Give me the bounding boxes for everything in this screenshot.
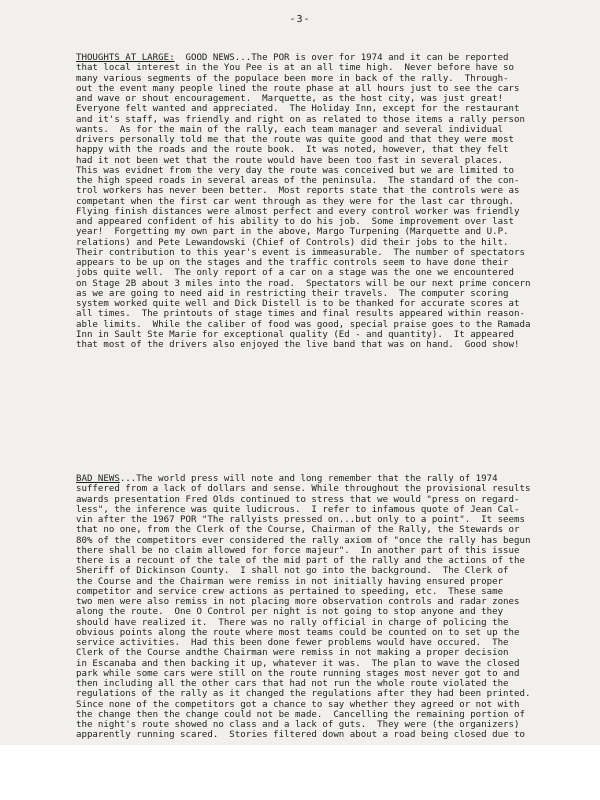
line-text: service activities. Had this been done fewer problems would have occured. The [76,638,509,648]
text-line [76,135,588,145]
line-text: jobs quite well. The only report of a car on a stage was the one we encountered [76,268,514,279]
text-line [76,197,588,207]
text-line [76,84,588,94]
line-text: that most of the drivers also enjoyed the live band that was on hand. Good show! [76,340,520,350]
text-line [76,115,588,125]
line-text: park while some cars were still on the route running stages most never got to and [76,668,520,679]
text-line [76,546,588,556]
line-text: appears to be up on the stages and the traffic controls seem to have done their [76,258,509,268]
line-text: out the event many people lined the route phase at all hours just to see the cars [76,83,520,94]
line-text: awards presentation Fred Olds continued to stress that we would "press on regard- [76,494,520,505]
line-text: the change then the change could not be made. Cancelling the remaining portion of [76,709,525,720]
line-text: vin after the 1967 POR "The rallyists pressed on...but only to a point". It seems [76,515,525,525]
line-text: Everyone felt wanted and appreciated. The Holiday Inn, except for the restaurant [76,104,520,115]
text-line [76,268,588,278]
line-text: had it not been wet that the route would have been too fast in several places. [76,155,504,166]
text-line [76,166,588,176]
text-line [76,156,588,166]
line-text: This was evidnet from the very day the route was conceived but we are limited to [76,165,514,176]
text-line [76,659,588,669]
text-line [76,145,588,155]
text-line [76,525,588,535]
text-line [76,474,588,484]
line-text: relations) and Pete Lewandowski (Chief of Controls) did their jobs to the hilt. [76,237,509,248]
line-text: Clerk of the Course andthe Chairman were remiss in not making a proper decision [76,648,509,659]
text-line [76,669,588,679]
section-heading: THOUGHTS AT LARGE: [76,53,175,63]
text-line [76,648,588,658]
line-text: drivers personally told me that the route was quite good and that they were most [76,135,514,145]
text-line [76,628,588,638]
text-line [76,495,588,505]
text-line [76,74,588,84]
text-line [76,730,588,740]
line-text: Sheriff of Dickinson County. I shall not go into the background. The Clerk of [76,566,509,577]
line-text: able limits. While the caliber of food was good, special praise goes to the Ramada [76,319,531,330]
text-line [76,207,588,217]
line-text: ...The world press will note and long remember that the rally of 1974 [119,474,498,484]
line-text: regulations of the rally as it changed the regulations after they had been printed. [76,689,531,700]
text-line [76,63,588,73]
text-line [76,679,588,689]
text-line [76,700,588,710]
text-line [76,484,588,494]
text-line [76,587,588,597]
text-line [76,505,588,515]
line-text: and appeared confident of his ability to do his job. Some improvement over last [76,217,514,227]
text-line [76,330,588,340]
text-line [76,618,588,628]
line-text: that no one, from the Clerk of the Course, Chairman of the Rally, the Stewards or [76,525,520,536]
line-text: and wave or shout encouragement. Marquette, as the host city, was just great! [76,94,504,104]
line-text: that local interest in the You Pee is at an all time high. Never before have so [76,63,514,74]
text-line [76,720,588,730]
line-text: all times. The printouts of stage times and final results appeared within reason- [76,309,525,320]
page-number: -3- [289,14,311,25]
line-text: the high speed roads in several areas of the peninsula. The standard of the con- [76,176,520,186]
line-text: competitor and service crew actions as pertained to speeding, etc. These same [76,586,504,597]
section-heading: BAD NEWS [76,474,120,484]
text-line [76,217,588,227]
line-text: year! Forgetting my own part in the above, Margo Turpening (Marquette and U.P. [76,227,509,238]
text-line [76,566,588,576]
line-text: suffered from a lack of dollars and sense. While throughout the provisional results [76,484,531,495]
text-line [76,597,588,607]
line-text: the night's route showed no class and a lack of guts. They were (the organizers) [76,720,520,730]
line-text: 80% of the competitors ever considered the rally axiom of "once the rally has begun [76,535,531,546]
line-text: two men were also remiss in not placing more observation controls and radar zones [76,597,520,607]
line-text: obvious points along the route where most teams could be counted on to set up the [76,627,520,638]
section-bad-news [76,474,588,741]
line-text: apparently running scared. Stories filtered down about a road being closed due to [76,730,525,741]
text-line [76,94,588,104]
line-text: system worked quite well and Dick Distell is to be thanked for accurate scores at [76,299,520,309]
line-text: Inn in Sault Ste Marie for exceptional quality (Ed - and quantity). It appeared [76,329,514,340]
line-text: the Course and the Chairman were remiss in not initially having ensured proper [76,576,504,587]
text-line [76,279,588,289]
line-text: many various segments of the populace been more in back of the rally. Through- [76,73,509,84]
line-text: there is a recount of the tale of the mid part of the rally and the actions of the [76,556,525,566]
text-line [76,248,588,258]
text-line [76,340,588,350]
text-line [76,186,588,196]
text-line [76,176,588,186]
text-line [76,309,588,319]
line-text: happy with the roads and the route book. It was noted, however, that they felt [76,145,509,156]
text-line [76,53,588,63]
text-line [76,515,588,525]
line-text: along the route. One O Control per night is not going to stop anyone and they [76,607,504,618]
line-text: there shall be no claim allowed for force majeur". In another part of this issue [76,545,520,556]
line-text: Flying finish distances were almost perfect and every control worker was friendly [76,206,520,217]
line-text: GOOD NEWS...The POR is over for 1974 and it can be reported [174,53,509,63]
line-text: less", the inference was quite ludicrous. I refer to infamous quote of Jean Cal- [76,504,520,515]
text-line [76,320,588,330]
section-thoughts-at-large [76,53,588,350]
text-line [76,638,588,648]
line-text: then including all the other cars that had not run the whole route violated the [76,679,509,689]
line-text: in Escanaba and then backing it up, whatever it was. The plan to wave the closed [76,658,520,669]
line-text: should have realized it. There was no rally official in charge of policing the [76,617,509,628]
text-line [76,689,588,699]
line-text: on Stage 2B about 3 miles into the road. Spectators will be our next prime concern [76,278,531,289]
line-text: Since none of the competitors got a chance to say whether they agreed or not with [76,699,520,710]
line-text: trol workers has never been better. Most reports state that the controls were as [76,186,520,197]
page-margin-bottom [0,745,600,800]
line-text: and it's staff, was friendly and right on as related to those items a rally person [76,114,525,125]
text-line [76,104,588,114]
text-line [76,710,588,720]
line-text: competant when the first car went through as they were for the last car through. [76,196,514,207]
text-line [76,238,588,248]
text-line [76,227,588,237]
line-text: Their contribution to this year's event is immeasurable. The number of spectators [76,247,525,258]
text-line [76,577,588,587]
text-line [76,556,588,566]
text-line [76,258,588,268]
line-text: wants. As for the main of the rally, each team manager and several individual [76,124,504,135]
text-line [76,289,588,299]
text-line [76,299,588,309]
line-text: as we are going to need aid in restricting their travels. The computer scoring [76,288,509,299]
text-line [76,607,588,617]
text-line [76,536,588,546]
text-line [76,125,588,135]
